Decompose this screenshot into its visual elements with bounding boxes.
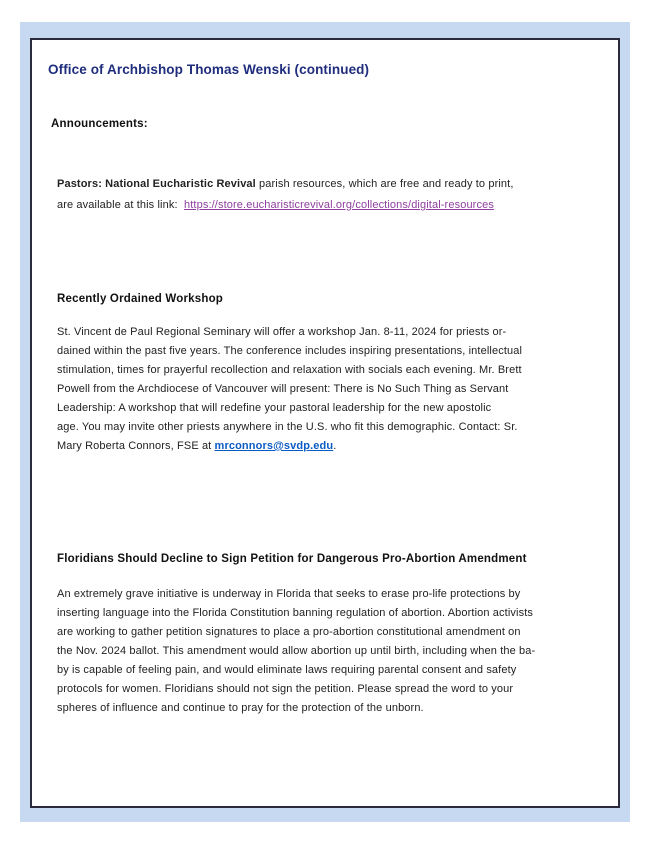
text-line xyxy=(57,174,617,195)
workshop-last-line-suffix: . xyxy=(333,440,337,452)
workshop-heading: Recently Ordained Workshop xyxy=(57,293,224,305)
text-line: stimulation, times for prayerful recollection and relaxation with socials each evening. Mr. Brett xyxy=(57,364,522,376)
text-line: are working to gather petition signatures to place a pro-abortion constitutional amendment on xyxy=(57,626,521,638)
petition-heading: Floridians Should Decline to Sign Petition for Dangerous Pro-Abortion Amendment xyxy=(57,553,527,565)
text-line: St. Vincent de Paul Regional Seminary will offer a workshop Jan. 8-11, 2024 for priests or- xyxy=(57,326,507,338)
petition-lines xyxy=(57,585,617,718)
announcements-label: Announcements: xyxy=(51,118,148,130)
page xyxy=(30,38,620,808)
pastors-bold-lead: Pastors: National Eucharistic Revival xyxy=(57,178,256,190)
pastors-line1-rest: parish resources, which are free and ready to print, xyxy=(255,178,514,190)
workshop-paragraph xyxy=(57,323,617,456)
text-line xyxy=(57,195,617,216)
pastors-line2-prefix: are available at this link: xyxy=(57,199,184,211)
eucharistic-revival-link[interactable]: https://store.eucharisticrevival.org/collections/digital-resources xyxy=(184,199,494,211)
text-line: dained within the past five years. The conference includes inspiring presentations, intellectual xyxy=(57,345,523,357)
text-line: Powell from the Archdiocese of Vancouver will present: There is No Such Thing as Servant xyxy=(57,383,509,395)
petition-paragraph xyxy=(57,585,617,718)
workshop-last-line-prefix: Mary Roberta Connors, FSE at xyxy=(57,440,215,452)
text-line: by is capable of feeling pain, and would eliminate laws requiring parental consent and safety xyxy=(57,664,517,676)
email-link[interactable]: mrconnors@svdp.edu xyxy=(214,440,334,452)
text-line: Leadership: A workshop that will redefine your pastoral leadership for the new apostolic xyxy=(57,402,492,414)
workshop-lines xyxy=(57,323,617,437)
text-line xyxy=(57,437,617,456)
text-line: spheres of influence and continue to pray for the protection of the unborn. xyxy=(57,702,424,714)
page-title: Office of Archbishop Thomas Wenski (continued) xyxy=(48,62,370,77)
text-line: protocols for women. Floridians should not sign the petition. Please spread the word to your xyxy=(57,683,514,695)
pastors-notice xyxy=(57,174,617,216)
text-line: the Nov. 2024 ballot. This amendment would allow abortion up until birth, including when the ba- xyxy=(57,645,536,657)
text-line: An extremely grave initiative is underway in Florida that seeks to erase pro-life protections by xyxy=(57,588,521,600)
text-line: age. You may invite other priests anywhere in the U.S. who fit this demographic. Contact: Sr. xyxy=(57,421,518,433)
text-line: inserting language into the Florida Constitution banning regulation of abortion. Abortion activists xyxy=(57,607,534,619)
